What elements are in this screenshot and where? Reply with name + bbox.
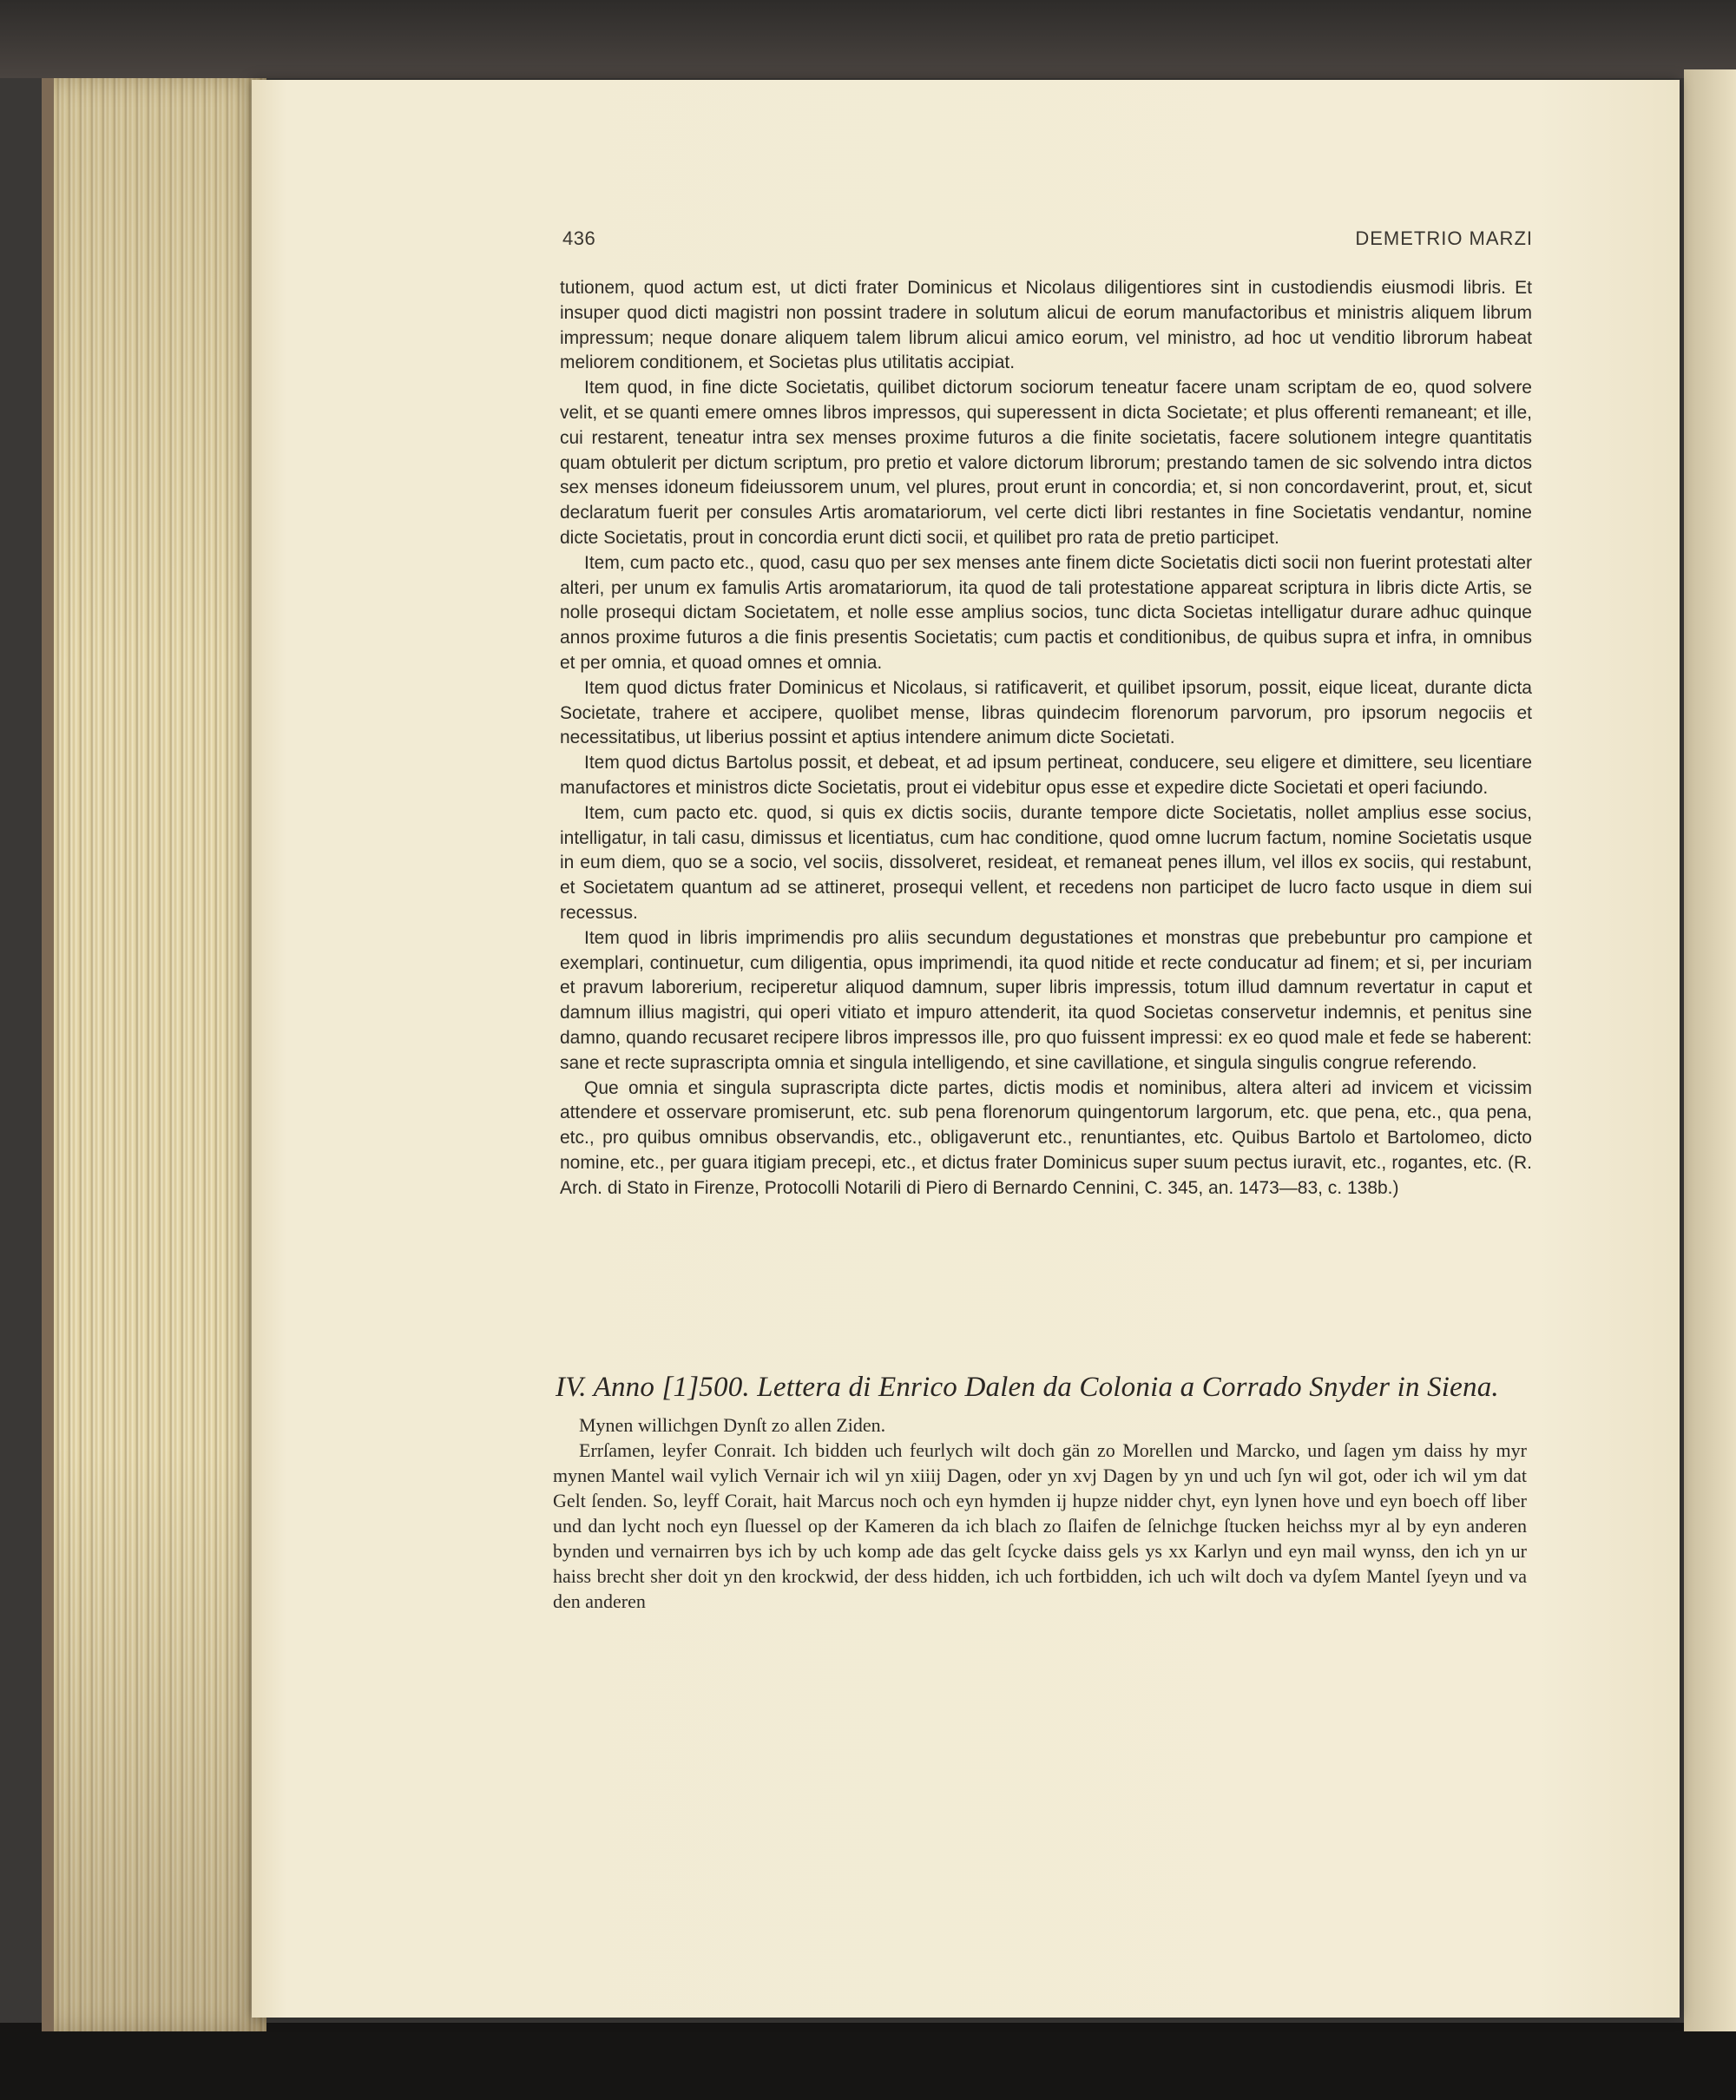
background-top bbox=[0, 0, 1736, 78]
paragraph: Item, cum pacto etc., quod, casu quo per sex menses ante finem dicte Societatis dicti socii non fuerint protestati alter alteri, per unum ex famulis Artis aromatariorum, ita quod de tali protestatione appareat scriptura in libris dicte Artis, se nolle prosequi dictam Societatem, et nolle esse amplius socios, tunc dicta Societas intelligatur durare adhuc quinque annos proxime futuros a die finis presentis Societatis; cum pactis et conditionibus, de quibus supra et infra, in omnibus et per omnia, et quoad omnes et omnia. bbox=[560, 552, 1532, 673]
paragraph: Item quod, in fine dicte Societatis, quilibet dictorum sociorum teneatur facere unam scriptam de eo, quod solvere velit, et se quanti emere omnes libros impressos, qui superessent in dicta Societate; et plus offerenti remaneant; et ille, cui restarent, teneatur intra sex menses proxime futuros a die finite societatis, facere solutionem integre quantitatis quam obtulerit per dictum scriptum, pro pretio et valore dictorum librorum; prestando tamen de sic solvendo intra dictos sex menses idoneum fideiussorem unum, vel plures, prout erunt in concordia; et, si non concordaverint, prout, et, sicut declaratum fuerit per consules Artis aromatariorum, vel certe dicti libri restantes in fine Societatis vendantur, nomine dicte Societatis, prout in concordia erunt dicti socii, et quilibet pro rata de pretio participet. bbox=[560, 378, 1532, 548]
letter-paragraph: Errſamen, leyfer Conrait. Ich bidden uch feurlych wilt doch gän zo Morellen und Marcko, und ſagen ym daiss hy myr mynen Mantel wail vylich Vernair ich wil yn xiiij Dagen, oder yn xvj Dagen by yn und uch ſyn wil got, oder ich wil ym dat Gelt ſenden. So, leyff Corait, hait Marcus noch och eyn hymden ij hupze nidder chyt, eyn lynen hove und eyn boech off liber und dan lycht noch eyn ſluessel op der Kameren da ich blach zo ſlaifen de ſelnichge ſtucken heichss myr al by eyn anderen bynden und vernairren bys ich by uch komp ade das gelt ſcycke daiss gels ys xx Karlyn und eyn mail wynss, den ich yn ur haiss brecht sher doit yn den krockwid, der dess hidden, ich uch fortbidden, ich uch wilt doch va dyſem Mantel ſyeyn und va den anderen bbox=[553, 1439, 1527, 1612]
running-head: DEMETRIO MARZI bbox=[1355, 227, 1533, 249]
page-header bbox=[562, 227, 1533, 253]
facing-page-edge bbox=[1684, 69, 1736, 2031]
paragraph: Que omnia et singula suprascripta dicte partes, dictis modis et nominibus, altera alteri ad invicem et vicissim attendere et osservare promiserunt, etc. sub pena florenorum quingentorum largorum, etc. que pena, etc., qua pena, etc., pro quibus omnibus observandis, etc., obligaverunt etc., renuntiantes, etc. Quibus Bartolo et Bartolomeo, dicto nomine, etc., per guara itigiam precepi, etc., et dictus frater Dominicus super suum pectus iuravit, etc., rogantes, etc. (R. Arch. di Stato in Firenze, Protocolli Notarili di Piero di Bernardo Cennini, C. 345, an. 1473—83, c. 138b.) bbox=[560, 1077, 1532, 1198]
page-number: 436 bbox=[562, 227, 596, 249]
paragraph: Item quod dictus Bartolus possit, et debeat, et ad ipsum pertineat, conducere, seu eligere et dimittere, seu licentiare manufactores et ministros dicte Societatis, prout ei videbitur opus esse et expedire dicte Societati et operi faciundo. bbox=[560, 753, 1532, 798]
paragraph: Item quod dictus frater Dominicus et Nicolaus, si ratificaverit, et quilibet ipsorum, possit, eique liceat, durante dicta Societate, trahere et accipere, quolibet mense, libras quindecim florenorum parvorum, pro ipsorum negociis et necessitatibus, ut liberius possint et aptius intendere animum dicte Societati. bbox=[560, 677, 1532, 748]
letter-greeting: Mynen willichgen Dynſt zo allen Ziden. bbox=[579, 1414, 886, 1436]
book-page-edges bbox=[42, 78, 266, 2031]
paragraph: Item quod in libris imprimendis pro aliis secundum degustationes et monstras que prebebuntur pro campione et exemplari, continuetur, cum diligentia, opus imprimendi, ita quod nitide et recte conducatur ad finem; et si, per incuriam et pravum laborerium, reciperetur aliquod damnum, super libris impressis, totum illud damnum revertatur in caput et damnum illius magistri, qui operi vitiato et impuro attenderit, ita quod Societas conservetur indemnis, et penitus sine damno, quando recusaret recipere libros impressos ille, pro quo fuissent impressi: ex eo quod male et fede se haberent: sane et recte suprascripta omnia et singula intelligendo, et sine cavillatione, et singula singulis congrue referendo. bbox=[560, 927, 1532, 1073]
paragraph: tutionem, quod actum est, ut dicti frater Dominicus et Nicolaus diligentiores sint in custodiendis eiusmodi libris. Et insuper quod dicti magistri non possint tradere in solutum alicui de eorum manufactoribus et ministris aliquem librum impressum; neque donare aliquem talem librum alicui amico eorum, vel ministro, ad hoc ut venditio librorum habeat meliorem conditionem, et Societas plus utilitatis accipiat. bbox=[560, 278, 1532, 373]
letter-text bbox=[553, 1412, 1527, 1614]
background-bottom bbox=[0, 2023, 1736, 2100]
section-heading: IV. Anno [1]500. Lettera di Enrico Dalen da Colonia a Corrado Snyder in Siena. bbox=[556, 1372, 1499, 1403]
paragraph: Item, cum pacto etc. quod, si quis ex dictis sociis, durante tempore dicte Societatis, nollet amplius esse socius, intelligatur, in tali casu, dimissus et licentiatus, cum hac conditione, quod omne lucrum factum, nomine Societatis usque in eum diem, quo se a socio, vel sociis, dissolveret, resideat, et remaneat penes illum, vel illos ex sociis, qui restabunt, et Societatem quantum ad se attineret, prosequi vellent, et recedens non participet de lucro facto usque in diem sui recessus. bbox=[560, 802, 1532, 923]
document-body bbox=[560, 276, 1532, 1201]
